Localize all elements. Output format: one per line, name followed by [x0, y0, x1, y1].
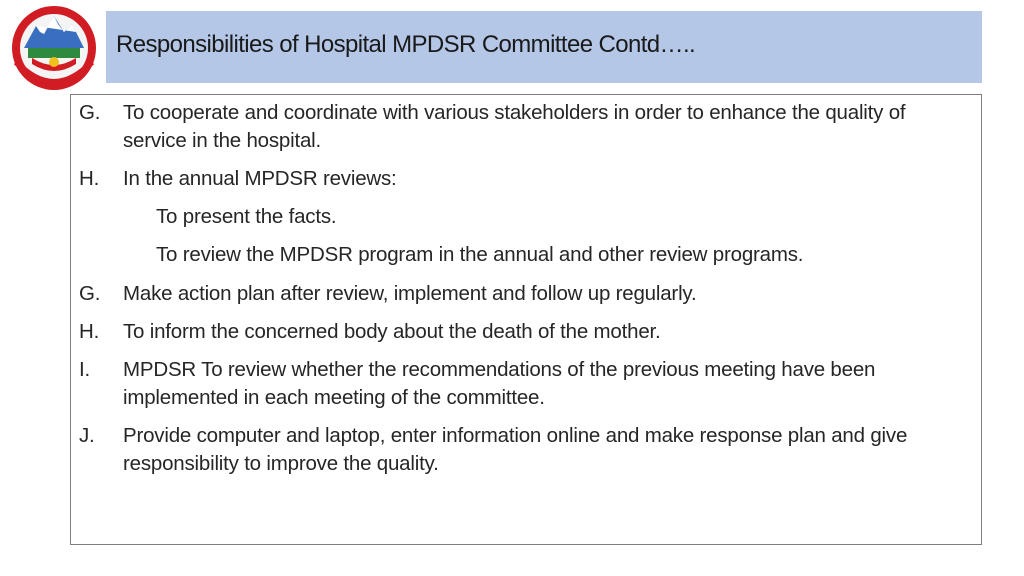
list-item-text: To cooperate and coordinate with various stakeholders in order to enhance the quality of service in the hospital. — [123, 101, 906, 152]
list-marker: G. — [79, 282, 101, 305]
title-bar — [106, 11, 982, 83]
list-item — [79, 280, 969, 308]
list-item-text: MPDSR To review whether the recommendations of the previous meeting have been implemented in each meeting of the committee. — [123, 358, 876, 409]
list-item-text: Make action plan after review, implement and follow up regularly. — [123, 282, 697, 305]
list-item-text: To present the facts. — [156, 205, 337, 228]
list-item — [79, 165, 969, 193]
list-item — [79, 99, 969, 154]
list-marker: H. — [79, 167, 100, 190]
list-item-text: To inform the concerned body about the death of the mother. — [123, 320, 661, 343]
list-item-text: In the annual MPDSR reviews: — [123, 167, 397, 190]
list-marker: I. — [79, 358, 90, 381]
sub-list-item — [79, 203, 969, 231]
content-box — [70, 94, 982, 545]
list-item — [79, 318, 969, 346]
list-marker: H. — [79, 320, 100, 343]
list-item — [79, 356, 969, 411]
list-marker: G. — [79, 101, 101, 124]
slide-title: Responsibilities of Hospital MPDSR Committee Contd….. — [116, 31, 696, 58]
list-marker: J. — [79, 424, 95, 447]
nepal-government-emblem-icon — [2, 2, 106, 94]
list-item-text: To review the MPDSR program in the annual and other review programs. — [156, 243, 804, 266]
sub-list-item — [79, 241, 969, 269]
list-item — [79, 422, 969, 477]
list-item-text: Provide computer and laptop, enter information online and make response plan and give responsibility to improve the quality. — [123, 424, 908, 475]
